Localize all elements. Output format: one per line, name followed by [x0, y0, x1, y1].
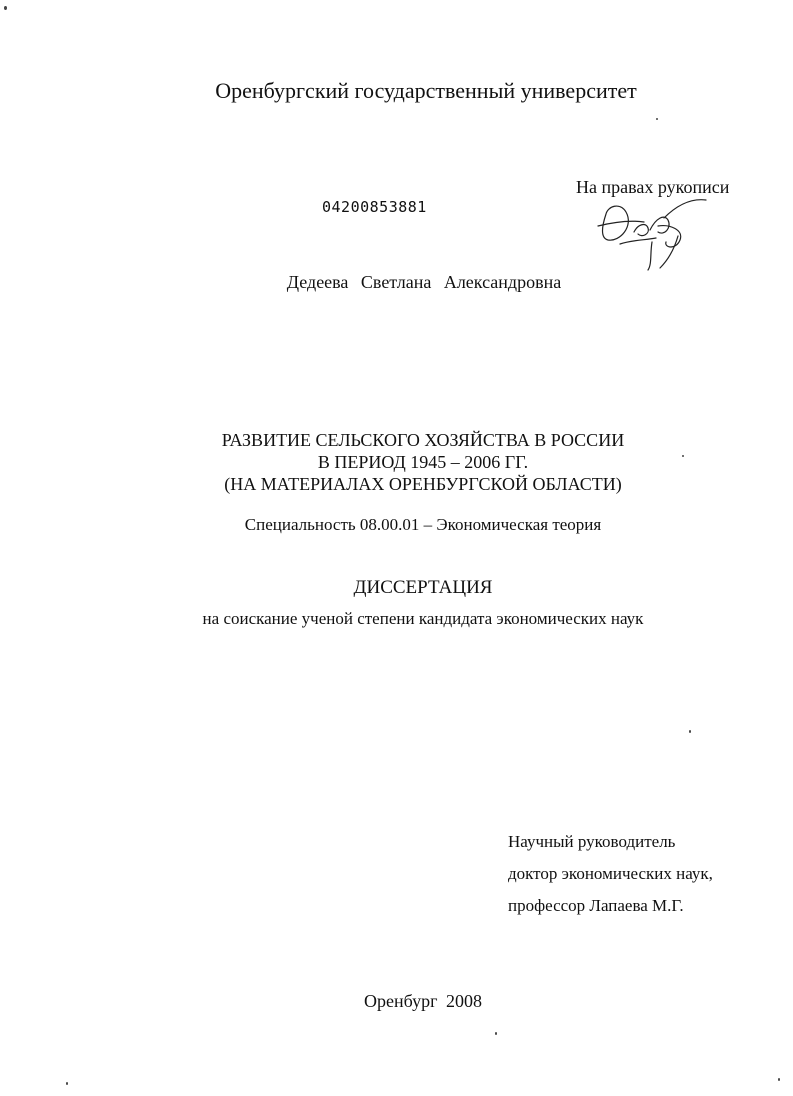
- scan-speck: [656, 118, 658, 120]
- catalog-code: 04200853881: [322, 198, 427, 216]
- specialty-line: Специальность 08.00.01 – Экономическая теория: [244, 515, 602, 534]
- degree-purpose-line: на соискание ученой степени кандидата экономических наук: [202, 609, 644, 628]
- manuscript-rights-note: На правах рукописи: [576, 177, 730, 197]
- scan-speck: [495, 1032, 497, 1035]
- supervisor-line: профессор Лапаева М.Г.: [508, 896, 684, 915]
- supervisor-line: Научный руководитель: [508, 832, 676, 851]
- dissertation-title-line: В ПЕРИОД 1945 – 2006 ГГ.: [317, 452, 529, 472]
- scan-speck: [689, 730, 691, 733]
- scan-speck: [4, 6, 7, 10]
- city-and-year: Оренбург 2008: [364, 991, 482, 1011]
- author-name: Дедеева Светлана Александровна: [286, 272, 562, 292]
- scan-speck: [682, 455, 684, 457]
- scan-speck: [778, 1078, 780, 1081]
- supervisor-line: доктор экономических наук,: [508, 864, 713, 883]
- handwritten-signature: [594, 196, 714, 272]
- dissertation-title-line: (НА МАТЕРИАЛАХ ОРЕНБУРГСКОЙ ОБЛАСТИ): [224, 474, 622, 494]
- dissertation-title-line: РАЗВИТИЕ СЕЛЬСКОГО ХОЗЯЙСТВА В РОССИИ: [221, 430, 625, 450]
- work-type-heading: ДИССЕРТАЦИЯ: [353, 577, 493, 598]
- scan-speck: [66, 1082, 68, 1085]
- university-name: Оренбургский государственный университет: [215, 78, 637, 103]
